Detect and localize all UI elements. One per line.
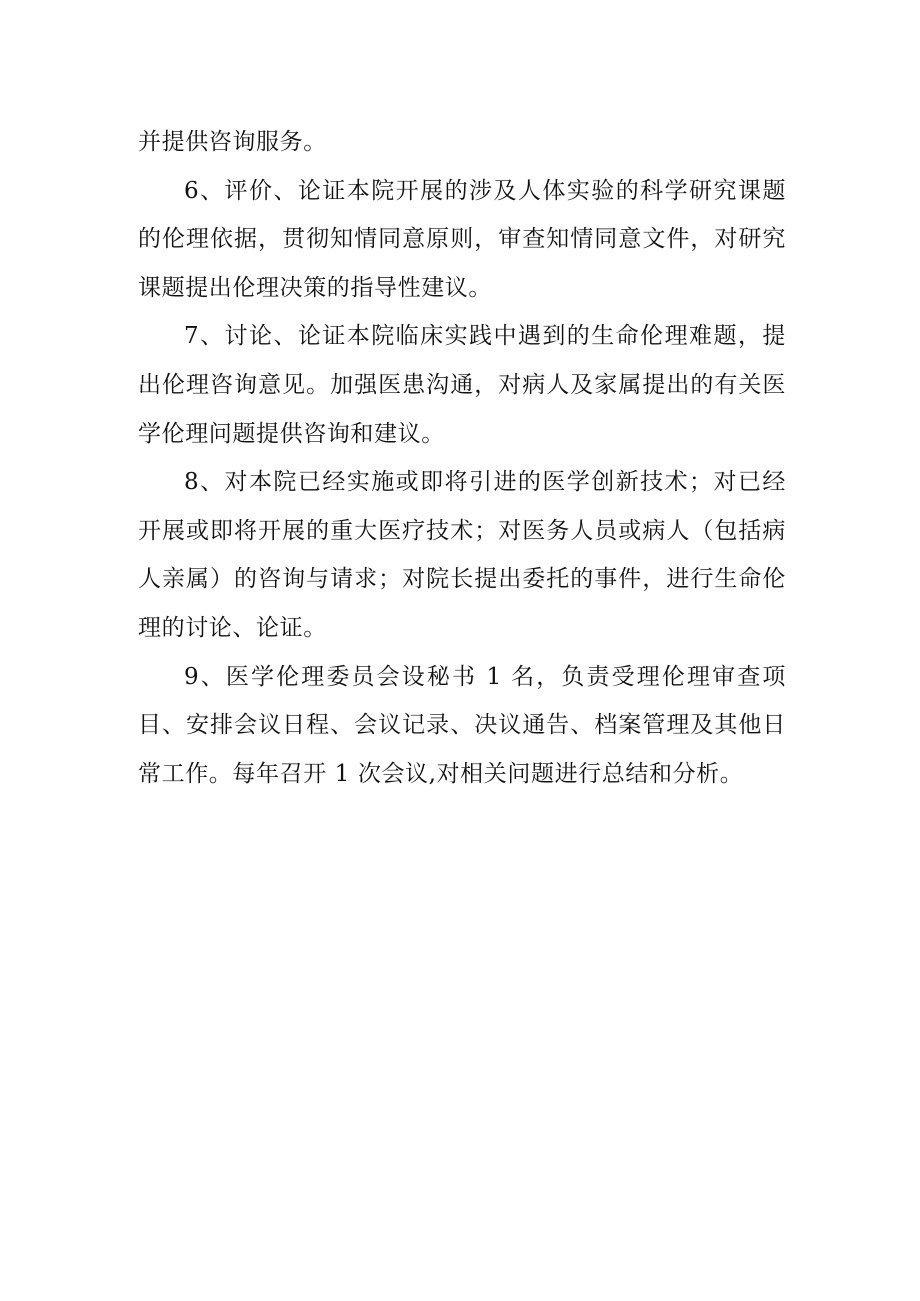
paragraph-item-9: 9、医学伦理委员会设秘书 1 名，负责受理伦理审查项目、安排会议日程、会议记录、决议通告、档案管理及其他日常工作。每年召开 1 次会议,对相关问题进行总结和分析。	[138, 663, 786, 787]
paragraph-continuation: 并提供咨询服务。	[138, 129, 327, 155]
paragraph-item-8: 8、对本院已经实施或即将引进的医学创新技术；对已经开展或即将开展的重大医疗技术；对医务人员或病人（包括病人亲属）的咨询与请求；对院长提出委托的事件，进行生命伦理的讨论、论证。	[138, 469, 786, 641]
paragraph-item-7: 7、讨论、论证本院临床实践中遇到的生命伦理难题，提出伦理咨询意见。加强医患沟通，对病人及家属提出的有关医学伦理问题提供咨询和建议。	[138, 323, 786, 447]
paragraph-item-6: 6、评价、论证本院开展的涉及人体实验的科学研究课题的伦理依据，贯彻知情同意原则，审查知情同意文件，对研究课题提出伦理决策的指导性建议。	[138, 177, 786, 301]
document-body	[138, 118, 786, 798]
